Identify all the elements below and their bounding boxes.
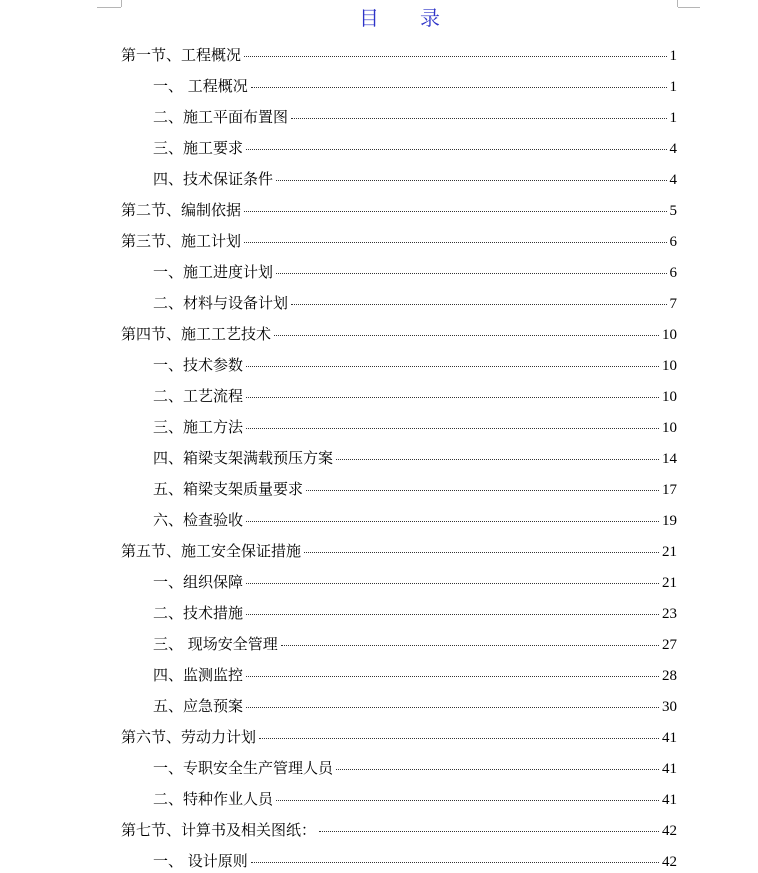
toc-page-number: 41: [662, 792, 677, 808]
toc-entry-label: 一、 工程概况: [153, 77, 248, 95]
toc-page-number: 14: [662, 451, 677, 467]
toc-entry-label: 第一节、工程概况: [121, 46, 242, 64]
toc-page-number: 27: [662, 637, 677, 653]
toc-entry[interactable]: [121, 722, 677, 753]
toc-dot-leader: [274, 335, 659, 336]
toc-page-number: 41: [662, 730, 677, 746]
toc-entry[interactable]: [121, 164, 677, 195]
toc-page-number: 1: [669, 110, 677, 126]
toc-dot-leader: [304, 552, 659, 553]
toc-entry-label: 一、专职安全生产管理人员: [153, 759, 334, 777]
toc-page-number: 41: [662, 761, 677, 777]
toc-page-number: 5: [669, 203, 677, 219]
toc-dot-leader: [276, 800, 659, 801]
toc-entry[interactable]: [121, 815, 677, 846]
toc-dot-leader: [306, 490, 659, 491]
toc-entry-label: 二、材料与设备计划: [153, 294, 289, 312]
toc-entry-label: 一、组织保障: [153, 573, 244, 591]
toc-dot-leader: [251, 87, 667, 88]
toc-dot-leader: [246, 428, 659, 429]
toc-dot-leader: [246, 149, 666, 150]
toc-entry-label: 六、检查验收: [153, 511, 244, 529]
toc-title: [330, 4, 470, 32]
toc-entry[interactable]: [121, 505, 677, 536]
toc-entry[interactable]: [121, 753, 677, 784]
toc-page-number: 23: [662, 606, 677, 622]
toc-page-number: 7: [669, 296, 677, 312]
toc-entry-label: 第六节、劳动力计划: [121, 728, 257, 746]
toc-dot-leader: [246, 707, 659, 708]
toc-entry-label: 四、技术保证条件: [153, 170, 274, 188]
toc-page-number: 21: [662, 575, 677, 591]
toc-page-number: 42: [662, 854, 677, 870]
toc-dot-leader: [244, 56, 666, 57]
toc-title-char: 录: [420, 6, 441, 30]
toc-page-number: 6: [669, 265, 677, 281]
crop-mark-top-left: [97, 7, 121, 8]
toc-dot-leader: [291, 304, 666, 305]
toc-page-number: 10: [662, 327, 677, 343]
toc-entry-label: 二、特种作业人员: [153, 790, 274, 808]
toc-entry[interactable]: [121, 784, 677, 815]
toc-entry[interactable]: [121, 288, 677, 319]
toc-page-number: 42: [662, 823, 677, 839]
toc-page-number: 4: [669, 172, 677, 188]
toc-page-number: 10: [662, 389, 677, 405]
toc-entry-label: 第二节、编制依据: [121, 201, 242, 219]
toc-entry-label: 五、箱梁支架质量要求: [153, 480, 304, 498]
toc-page-number: 19: [662, 513, 677, 529]
toc-dot-leader: [246, 614, 659, 615]
toc-page-number: 10: [662, 420, 677, 436]
toc-entry[interactable]: [121, 598, 677, 629]
toc-entry[interactable]: [121, 257, 677, 288]
toc-entry-label: 四、监测监控: [153, 666, 244, 684]
toc-entry[interactable]: [121, 846, 677, 873]
toc-entry-label: 四、箱梁支架满载预压方案: [153, 449, 334, 467]
toc-page-number: 28: [662, 668, 677, 684]
toc-page-number: 4: [669, 141, 677, 157]
toc-dot-leader: [246, 366, 659, 367]
toc-entry-label: 第七节、计算书及相关图纸：: [121, 821, 317, 839]
toc-page-number: 17: [662, 482, 677, 498]
toc-dot-leader: [319, 831, 659, 832]
toc-page-number: 10: [662, 358, 677, 374]
toc-entry[interactable]: [121, 226, 677, 257]
toc-list: [121, 40, 677, 873]
toc-entry-label: 三、施工要求: [153, 139, 244, 157]
toc-entry-label: 一、施工进度计划: [153, 263, 274, 281]
toc-dot-leader: [281, 645, 659, 646]
toc-entry-label: 二、工艺流程: [153, 387, 244, 405]
toc-dot-leader: [244, 211, 666, 212]
toc-dot-leader: [276, 273, 666, 274]
toc-dot-leader: [336, 769, 659, 770]
toc-entry[interactable]: [121, 660, 677, 691]
toc-dot-leader: [246, 583, 659, 584]
toc-entry-label: 三、 现场安全管理: [153, 635, 278, 653]
toc-entry[interactable]: [121, 319, 677, 350]
toc-entry[interactable]: [121, 195, 677, 226]
crop-mark-top-left: [121, 0, 122, 7]
toc-entry[interactable]: [121, 474, 677, 505]
toc-entry-label: 二、施工平面布置图: [153, 108, 289, 126]
crop-mark-top-right: [677, 0, 678, 7]
toc-entry[interactable]: [121, 691, 677, 722]
toc-dot-leader: [246, 397, 659, 398]
toc-entry-label: 第三节、施工计划: [121, 232, 242, 250]
toc-page-number: 30: [662, 699, 677, 715]
toc-page-number: 21: [662, 544, 677, 560]
toc-entry-label: 五、应急预案: [153, 697, 244, 715]
toc-dot-leader: [246, 521, 659, 522]
toc-entry[interactable]: [121, 443, 677, 474]
toc-entry[interactable]: [121, 133, 677, 164]
toc-dot-leader: [259, 738, 659, 739]
toc-entry-label: 三、施工方法: [153, 418, 244, 436]
toc-entry[interactable]: [121, 40, 677, 71]
toc-entry-label: 第四节、施工工艺技术: [121, 325, 272, 343]
toc-title-char: 目: [359, 6, 380, 30]
toc-page-number: 1: [669, 79, 677, 95]
toc-dot-leader: [244, 242, 666, 243]
toc-entry[interactable]: [121, 412, 677, 443]
toc-entry-label: 一、技术参数: [153, 356, 244, 374]
toc-dot-leader: [251, 862, 659, 863]
toc-entry[interactable]: [121, 102, 677, 133]
toc-entry[interactable]: [121, 381, 677, 412]
toc-dot-leader: [336, 459, 659, 460]
toc-dot-leader: [291, 118, 666, 119]
toc-dot-leader: [276, 180, 666, 181]
toc-entry[interactable]: [121, 350, 677, 381]
toc-entry[interactable]: [121, 567, 677, 598]
toc-page-number: 6: [669, 234, 677, 250]
toc-entry-label: 一、 设计原则: [153, 852, 248, 870]
toc-entry[interactable]: [121, 629, 677, 660]
toc-entry-label: 第五节、施工安全保证措施: [121, 542, 302, 560]
toc-page-number: 1: [669, 48, 677, 64]
toc-entry[interactable]: [121, 536, 677, 567]
toc-dot-leader: [246, 676, 659, 677]
toc-entry-label: 二、技术措施: [153, 604, 244, 622]
crop-mark-top-right: [678, 7, 700, 8]
toc-entry[interactable]: [121, 71, 677, 102]
